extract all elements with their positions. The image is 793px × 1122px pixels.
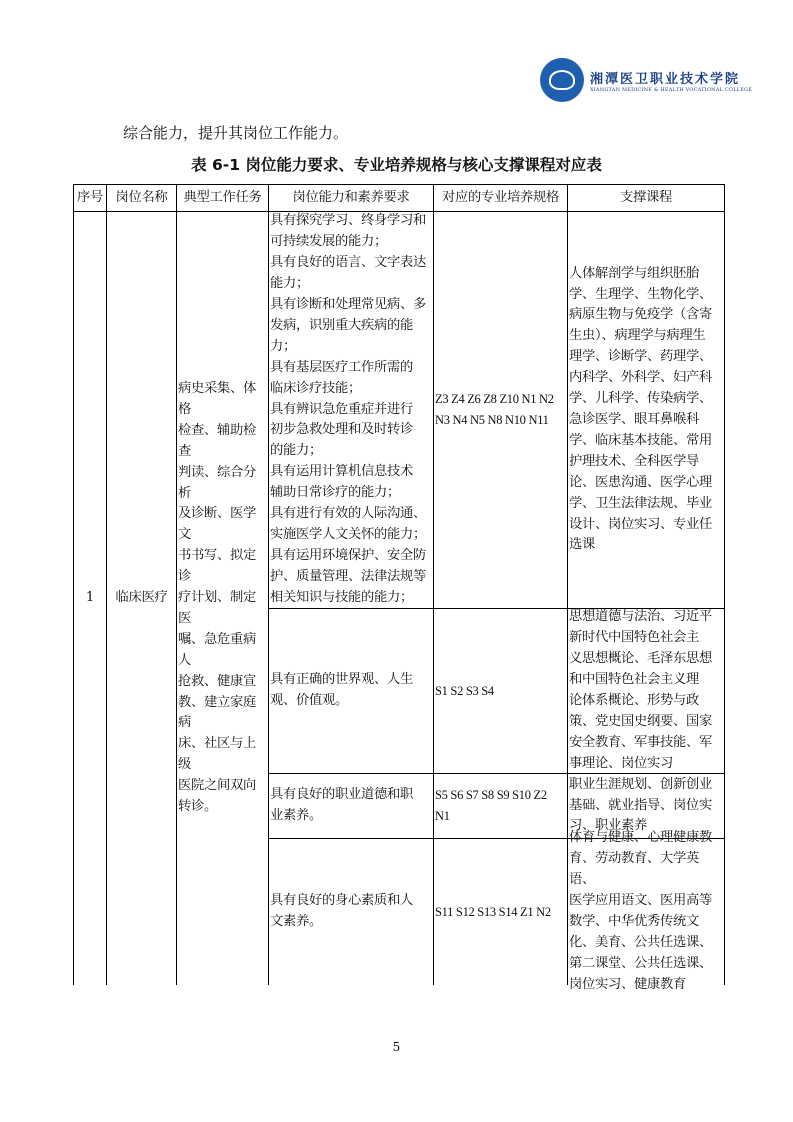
spec-cell: Z3 Z4 Z6 Z8 Z10 N1 N2 N3 N4 N5 N8 N10 N11 — [433, 211, 567, 608]
job-name: 临床医疗 — [106, 211, 176, 985]
school-name-en: XIANGTAN MEDICINE & HEALTH VOCATIONAL COLLEGE — [590, 86, 753, 93]
ability-cell: 具有正确的世界观、人生 观、价值观。 — [268, 608, 433, 773]
course-cell: 人体解剖学与组织胚胎 学、生理学、生物化学、 病原生物与免疫学（含寄 生虫）、病理学与病理生 理学、诊断学、药理学、 内科学、外科学、妇产科 学、儿科学、传染病学、 急诊医学、眼耳鼻喉科 学、临床基本技能、常用 护理技术、全科医学导 论、医患沟通、医学心理 学、卫生法律法规、毕业 设计、岗位实习、专业任 选课 — [567, 211, 724, 608]
course-cell: 职业生涯规划、创新创业 基础、就业指导、岗位实 习、职业素养 — [567, 773, 724, 838]
col-header: 支撑课程 — [567, 184, 724, 211]
course-cell: 体育与健康、心理健康教 育、劳动教育、大学英语、 医学应用语文、医用高等 数学、中华优秀传统文 化、美育、公共任选课、 第二课堂、公共任选课、 岗位实习、健康教育 — [567, 838, 724, 985]
spec-cell: S11 S12 S13 S14 Z1 N2 — [433, 838, 567, 985]
course-cell: 思想道德与法治、习近平 新时代中国特色社会主 义思想概论、毛泽东思想 和中国特色社会主义理 论体系概论、形势与政 策、党史国史纲要、国家 安全教育、军事技能、军 事理论、岗位实习 — [567, 608, 724, 773]
col-header: 对应的专业培养规格 — [433, 184, 567, 211]
page-number: 5 — [392, 1040, 401, 1054]
spec-cell: S1 S2 S3 S4 — [433, 608, 567, 773]
typical-tasks: 病史采集、体格 检查、辅助检查 判读、综合分析 及诊断、医学文 书书写、拟定诊 疗计划、制定医 嘱、急危重病人 抢救、健康宣 教、建立家庭病 床、社区与上级 医院之间双向 转诊。 — [176, 211, 268, 985]
row-index: 1 — [73, 211, 106, 985]
col-header: 典型工作任务 — [176, 184, 268, 211]
spec-cell: S5 S6 S7 S8 S9 S10 Z2 N1 — [433, 773, 567, 838]
ability-cell: 具有良好的职业道德和职 业素养。 — [268, 773, 433, 838]
col-header: 岗位名称 — [106, 184, 176, 211]
ability-cell: 具有探究学习、终身学习和 可持续发展的能力； 具有良好的语言、文字表达 能力； 具有诊断和处理常见病、多 发病，识别重大疾病的能 力； 具有基层医疗工作所需的 临床诊疗技能； 具有辨识急危重症并进行 初步急救处理和及时转诊 的能力； 具有运用计算机信息技术 辅助日常诊疗的能力； 具有进行有效的人际沟通、 实施医学人文关怀的能力； 具有运用环境保护、安全防 护、质量管理、法律法规等 相关知识与技能的能力； — [268, 211, 433, 608]
school-name-cn: 湘潭医卫职业技术学院 — [590, 71, 741, 87]
col-header: 序号 — [73, 184, 106, 211]
ability-cell: 具有良好的身心素质和人 文素养。 — [268, 838, 433, 985]
table-title: 表 6-1 岗位能力要求、专业培养规格与核心支撑课程对应表 — [191, 156, 602, 174]
col-header: 岗位能力和素养要求 — [268, 184, 433, 211]
lead-text: 综合能力，提升其岗位工作能力。 — [123, 124, 349, 142]
